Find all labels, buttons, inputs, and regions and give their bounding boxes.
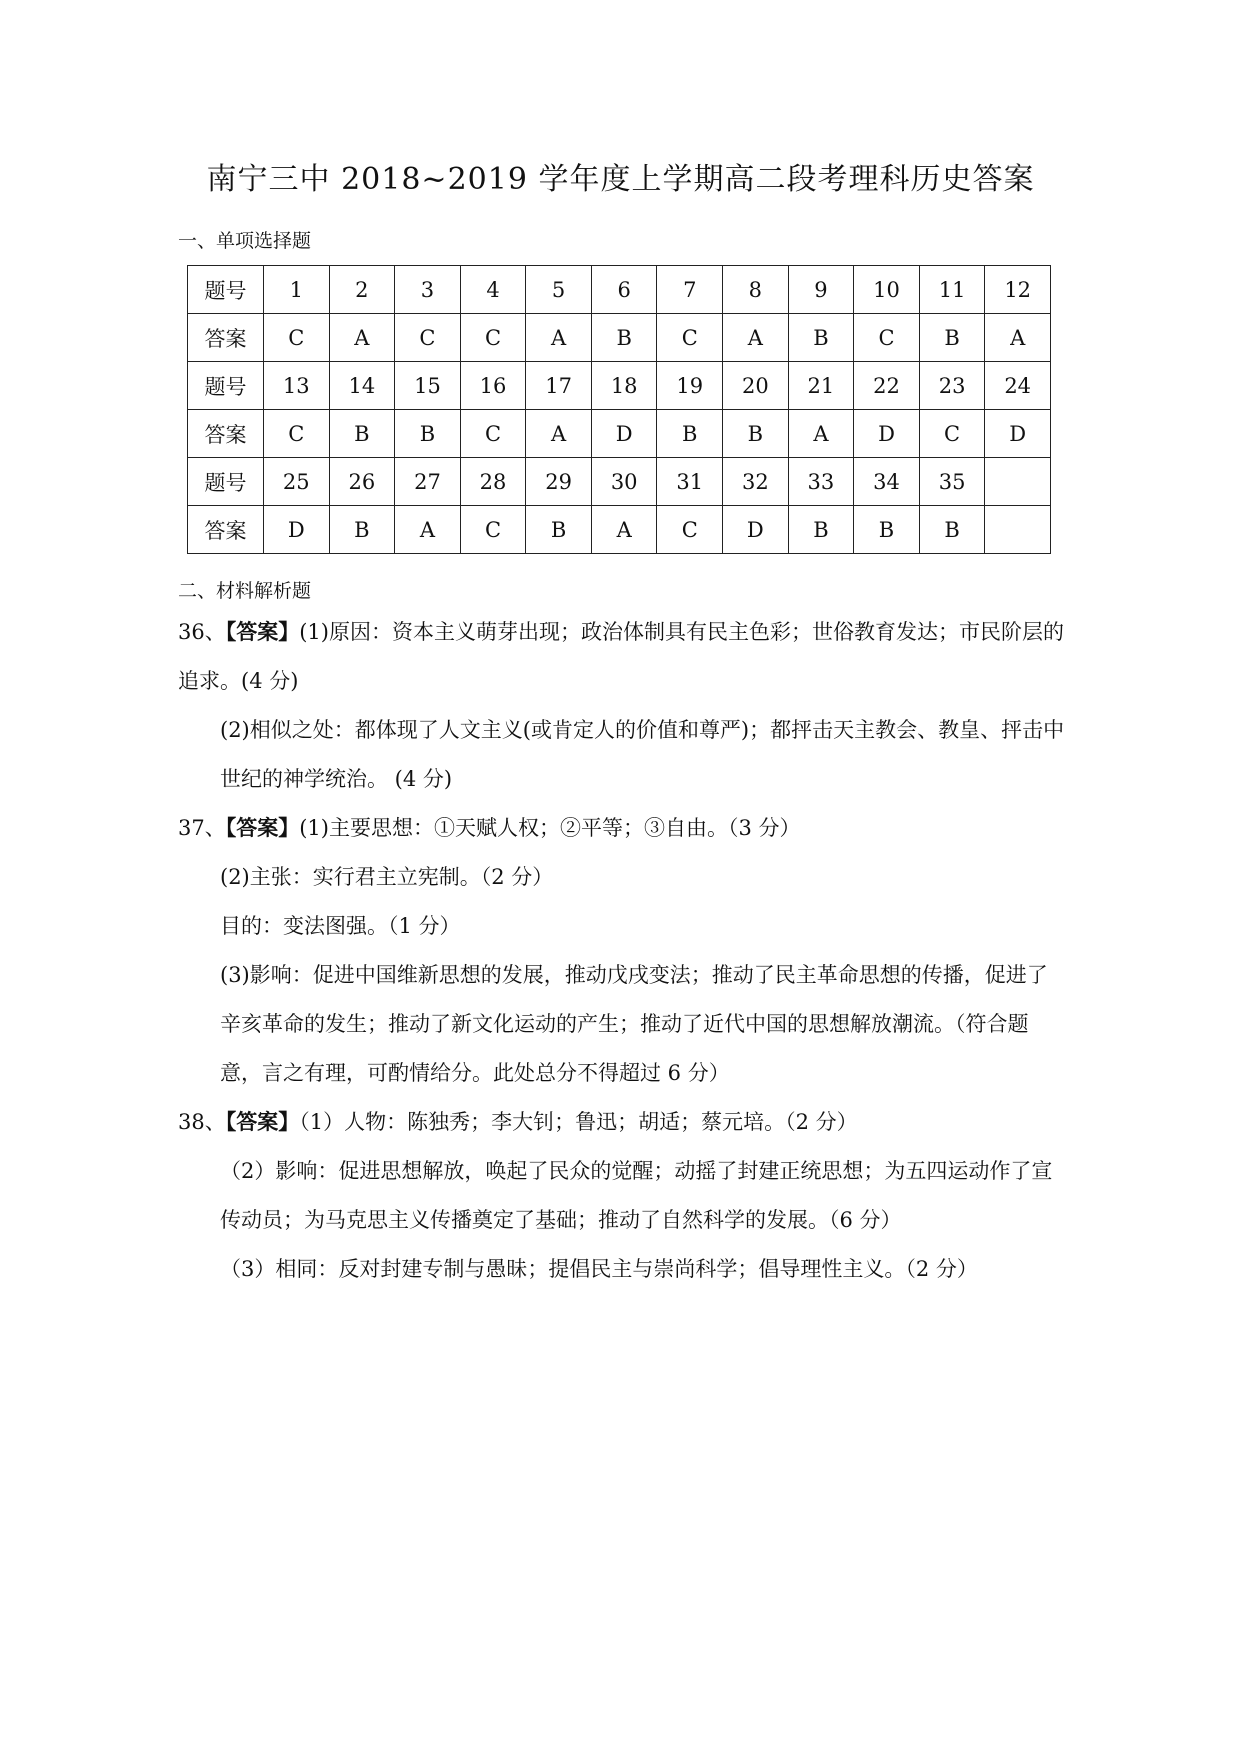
answer-cell: A	[985, 314, 1051, 362]
answer-cell: A	[591, 506, 657, 554]
answer-cell: A	[329, 314, 395, 362]
question-number: 36、	[178, 620, 226, 644]
answer-cell: B	[395, 410, 461, 458]
question-number-cell: 10	[854, 266, 920, 314]
question-number-cell: 33	[788, 458, 854, 506]
answer-cell: B	[591, 314, 657, 362]
question-number-row	[188, 362, 1051, 410]
answer-cell: C	[854, 314, 920, 362]
question-36-part-2: (2)相似之处：都体现了人文主义(或肯定人的价值和尊严)；都抨击天主教会、教皇、抨击中世纪的神学统治。 (4 分)	[220, 718, 1065, 791]
question-number-cell: 6	[591, 266, 657, 314]
question-number-cell	[985, 458, 1051, 506]
question-number-cell: 30	[591, 458, 657, 506]
question-37-part-3: 目的：变法图强。（1 分）	[220, 914, 461, 938]
answer-table	[187, 265, 1051, 554]
question-number-cell: 23	[919, 362, 985, 410]
question-number-cell: 35	[919, 458, 985, 506]
question-number-row	[188, 458, 1051, 506]
answer-cell: D	[591, 410, 657, 458]
question-number-cell: 21	[788, 362, 854, 410]
answer-row	[188, 410, 1051, 458]
answer-tag: 【答案】	[225, 816, 300, 840]
question-36-part-1: 36、【答案】(1)原因：资本主义萌芽出现；政治体制具有民主色彩；世俗教育发达；市民阶层的追求。(4 分)	[178, 620, 1064, 693]
answer-cell: A	[526, 410, 592, 458]
answer-cell: D	[264, 506, 330, 554]
answer-cell: B	[526, 506, 592, 554]
question-number-cell: 7	[657, 266, 723, 314]
question-number-cell: 2	[329, 266, 395, 314]
section-heading-choice: 一、单项选择题	[178, 230, 312, 252]
answer-cell: C	[919, 410, 985, 458]
question-38-block	[178, 1098, 1066, 1294]
question-37-part-1: 37、【答案】(1)主要思想：①天赋人权；②平等；③自由。（3 分）	[178, 816, 801, 840]
answer-cell: A	[788, 410, 854, 458]
answer-cell: C	[657, 506, 723, 554]
question-number-cell: 32	[723, 458, 789, 506]
answer-row	[188, 506, 1051, 554]
answer-cell: B	[788, 506, 854, 554]
row-label: 题号	[188, 266, 264, 314]
question-36-block	[178, 608, 1066, 804]
question-number: 37、	[178, 816, 226, 840]
question-number-cell: 19	[657, 362, 723, 410]
question-number-cell: 8	[723, 266, 789, 314]
question-number-cell: 25	[264, 458, 330, 506]
answer-cell: B	[723, 410, 789, 458]
question-number-row	[188, 266, 1051, 314]
answer-cell: C	[460, 506, 526, 554]
question-38-part-2: （2）影响：促进思想解放，唤起了民众的觉醒；动摇了封建正统思想；为五四运动作了宣传动员；为马克思主义传播奠定了基础；推动了自然科学的发展。（6 分）	[220, 1159, 1053, 1232]
answer-cell: D	[854, 410, 920, 458]
question-number-cell: 17	[526, 362, 592, 410]
answer-cell: C	[395, 314, 461, 362]
answer-cell: B	[919, 314, 985, 362]
question-number-cell: 4	[460, 266, 526, 314]
question-number-cell: 11	[919, 266, 985, 314]
section-heading-material: 二、材料解析题	[178, 580, 312, 602]
question-number-cell: 13	[264, 362, 330, 410]
answer-cell: B	[329, 410, 395, 458]
answer-cell: D	[723, 506, 789, 554]
question-number-cell: 15	[395, 362, 461, 410]
answer-cell: A	[395, 506, 461, 554]
answer-cell: B	[329, 506, 395, 554]
question-38-part-3: （3）相同：反对封建专制与愚昧；提倡民主与崇尚科学；倡导理性主义。（2 分）	[220, 1257, 978, 1281]
question-37-part-4: (3)影响：促进中国维新思想的发展，推动戊戌变法；推动了民主革命思想的传播，促进了辛亥革命的发生；推动了新文化运动的产生；推动了近代中国的思想解放潮流。（符合题意，言之有理，可酌情给分。此处总分不得超过 6 分）	[220, 963, 1048, 1085]
question-number-cell: 28	[460, 458, 526, 506]
row-label: 题号	[188, 458, 264, 506]
question-number-cell: 24	[985, 362, 1051, 410]
answer-cell	[985, 506, 1051, 554]
answer-cell: A	[723, 314, 789, 362]
question-number-cell: 3	[395, 266, 461, 314]
answer-cell: B	[657, 410, 723, 458]
row-label: 题号	[188, 362, 264, 410]
answer-cell: A	[526, 314, 592, 362]
row-label: 答案	[188, 410, 264, 458]
answer-cell: C	[460, 410, 526, 458]
question-number: 38、	[178, 1110, 226, 1134]
question-number-cell: 12	[985, 266, 1051, 314]
answer-tag: 【答案】	[225, 1110, 300, 1134]
question-number-cell: 26	[329, 458, 395, 506]
question-number-cell: 1	[264, 266, 330, 314]
answer-cell: B	[788, 314, 854, 362]
question-number-cell: 9	[788, 266, 854, 314]
answer-cell: B	[919, 506, 985, 554]
question-37-part-2: (2)主张：实行君主立宪制。（2 分）	[220, 865, 554, 889]
answer-cell: D	[985, 410, 1051, 458]
question-number-cell: 34	[854, 458, 920, 506]
question-38-part-1: 38、【答案】（1）人物：陈独秀；李大钊；鲁迅；胡适；蔡元培。（2 分）	[178, 1110, 858, 1134]
page-title: 南宁三中 2018~2019 学年度上学期高二段考理科历史答案	[206, 162, 1035, 197]
question-number-cell: 22	[854, 362, 920, 410]
row-label: 答案	[188, 506, 264, 554]
answer-row	[188, 314, 1051, 362]
question-number-cell: 18	[591, 362, 657, 410]
question-number-cell: 31	[657, 458, 723, 506]
row-label: 答案	[188, 314, 264, 362]
answer-cell: C	[264, 410, 330, 458]
answer-cell: B	[854, 506, 920, 554]
question-number-cell: 20	[723, 362, 789, 410]
answer-cell: C	[264, 314, 330, 362]
question-number-cell: 27	[395, 458, 461, 506]
question-number-cell: 29	[526, 458, 592, 506]
question-number-cell: 16	[460, 362, 526, 410]
question-37-block	[178, 804, 1066, 1098]
answer-cell: C	[460, 314, 526, 362]
question-number-cell: 5	[526, 266, 592, 314]
question-number-cell: 14	[329, 362, 395, 410]
answer-tag: 【答案】	[225, 620, 300, 644]
answer-cell: C	[657, 314, 723, 362]
